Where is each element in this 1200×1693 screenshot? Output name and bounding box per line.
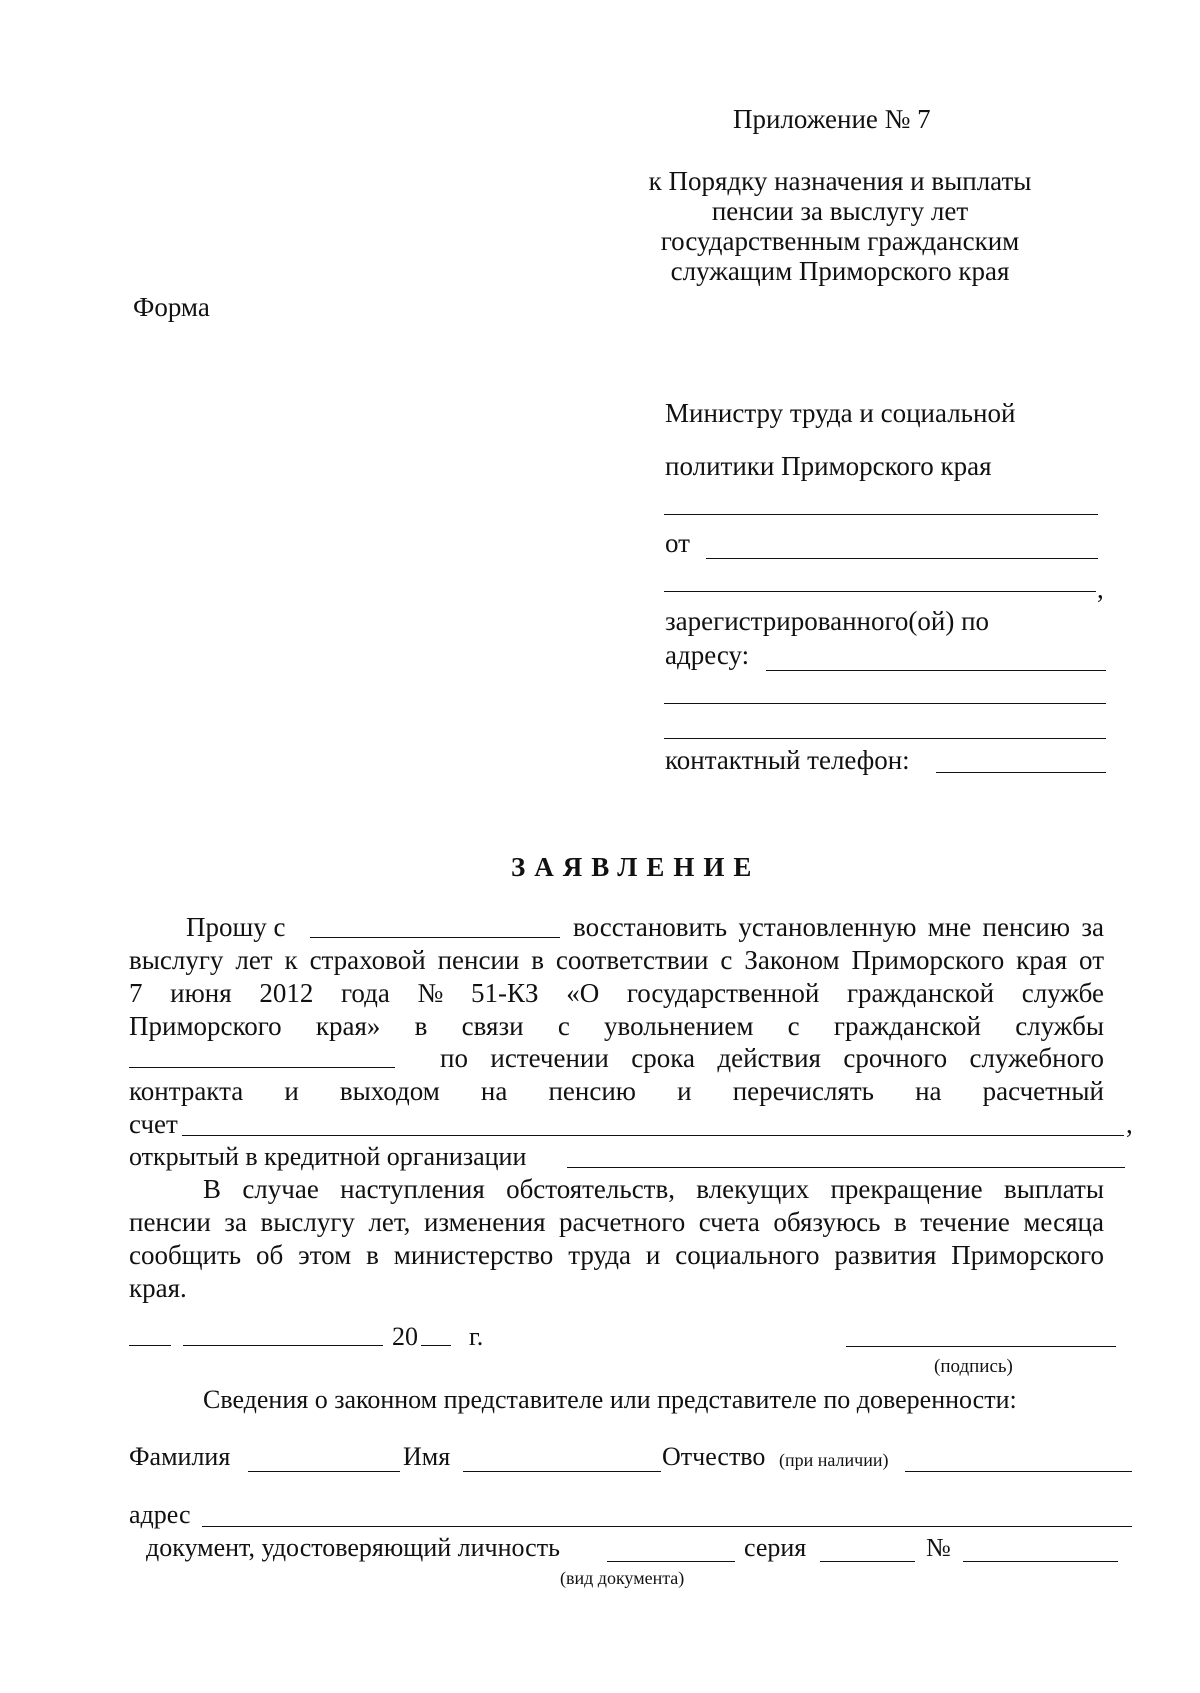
word: срочного [843, 1043, 948, 1073]
word: министерство [393, 1240, 554, 1270]
bank-label: открытый в кредитной организации [129, 1142, 527, 1171]
word: прекращение [830, 1174, 983, 1204]
account-blank[interactable] [182, 1135, 1124, 1136]
word: службы [1015, 1011, 1104, 1041]
word: края» [315, 1011, 381, 1041]
word: и [645, 1240, 661, 1270]
series-field[interactable] [820, 1561, 915, 1562]
year-prefix: 20 [392, 1322, 418, 1351]
word: течение [920, 1207, 1010, 1237]
word: пенсии [129, 1207, 211, 1237]
word: этом [298, 1240, 352, 1270]
date-year-blank[interactable] [421, 1345, 451, 1346]
word: перечислять [732, 1076, 874, 1106]
word: об [255, 1240, 284, 1270]
date-day-blank[interactable] [129, 1345, 171, 1346]
word: сообщить [129, 1240, 242, 1270]
rep-address-field[interactable] [202, 1526, 1132, 1527]
word: «О [566, 978, 600, 1008]
word: 7 [129, 978, 143, 1008]
word: в [366, 1240, 379, 1270]
word: служебного [969, 1043, 1104, 1073]
word: за [224, 1207, 247, 1237]
obligation-line-4: края. [129, 1273, 187, 1303]
registered-label: зарегистрированного(ой) по [665, 606, 990, 636]
name-label: Имя [403, 1442, 451, 1471]
word: влекущих [696, 1174, 810, 1204]
word: № [417, 978, 444, 1008]
word: с [557, 1011, 570, 1041]
request-from-label: Прошу с [186, 912, 286, 942]
addressee-line-1: Министру труда и социальной [665, 398, 1016, 428]
number-field[interactable] [963, 1561, 1118, 1562]
year-suffix: г. [469, 1322, 484, 1351]
word: 51-КЗ [470, 978, 539, 1008]
word: выплаты [1003, 1174, 1104, 1204]
request-line-2-text: выслугу лет к страховой пенсии в соответствии с Законом Приморского края от [129, 945, 1104, 975]
word: счета [698, 1207, 760, 1237]
service-date-blank[interactable] [129, 1067, 395, 1068]
header-line-4: служащим Приморского края [670, 256, 1010, 286]
word: с [787, 1011, 800, 1041]
word: изменения [423, 1207, 546, 1237]
word: обязуюсь [773, 1207, 881, 1237]
header-line-1: к Порядку назначения и выплаты [648, 166, 1032, 196]
word: 2012 [259, 978, 314, 1008]
request-line-1-tail-text: восстановить установленную мне пенсию за [573, 912, 1104, 942]
word: Приморского [129, 1011, 282, 1041]
word: выслугу [260, 1207, 355, 1237]
number-label: № [926, 1533, 951, 1562]
date-month-blank[interactable] [183, 1345, 383, 1346]
phone-label: контактный телефон: [665, 745, 910, 775]
obligation-line-1 [203, 1174, 1104, 1205]
word: гражданской [833, 1011, 981, 1041]
from-blank[interactable] [706, 558, 1098, 559]
word: и [677, 1076, 692, 1106]
header-line-3: государственным гражданским [660, 226, 1020, 256]
patronymic-field[interactable] [905, 1471, 1132, 1472]
word: связи [461, 1011, 524, 1041]
addressee-blank-1[interactable] [664, 514, 1098, 515]
document-title: ЗАЯВЛЕНИЕ [511, 852, 761, 882]
word: в [893, 1207, 907, 1237]
representative-heading: Сведения о законном представителе или представителе по доверенности: [203, 1385, 1017, 1414]
word: службе [1021, 978, 1104, 1008]
account-comma: , [1126, 1109, 1133, 1139]
word: наступления [340, 1174, 485, 1204]
patronymic-note: (при наличии) [779, 1450, 889, 1470]
series-label: серия [744, 1533, 807, 1562]
word: срока [631, 1043, 695, 1073]
word: расчетного [559, 1207, 686, 1237]
bank-blank[interactable] [567, 1167, 1125, 1168]
address-blank-3[interactable] [664, 738, 1106, 739]
word: увольнением [604, 1011, 754, 1041]
word: и [284, 1076, 299, 1106]
word: Приморского [951, 1240, 1104, 1270]
rep-address-label: адрес [129, 1500, 191, 1529]
appendix-number: Приложение № 7 [733, 104, 931, 134]
word: июня [170, 978, 232, 1008]
document-type-caption: (вид документа) [560, 1568, 685, 1588]
document-type-field[interactable] [607, 1561, 735, 1562]
from-blank-2[interactable] [664, 591, 1096, 592]
address-blank-1[interactable] [766, 670, 1106, 671]
patronymic-label: Отчество [662, 1442, 766, 1471]
word: по [440, 1043, 468, 1073]
account-label: счет [129, 1109, 178, 1139]
word: случае [242, 1174, 319, 1204]
name-field[interactable] [463, 1471, 661, 1472]
word: государственной [626, 978, 820, 1008]
word: контракта [129, 1076, 244, 1106]
request-line-2 [129, 945, 1104, 976]
word: выходом [339, 1076, 440, 1106]
obligation-line-3 [129, 1240, 1104, 1271]
request-line-1-tail [573, 912, 1104, 943]
address-label: адресу: [665, 640, 750, 670]
addressee-line-2: политики Приморского края [665, 451, 992, 481]
word: развития [834, 1240, 937, 1270]
address-blank-2[interactable] [664, 703, 1106, 704]
surname-label: Фамилия [129, 1442, 231, 1471]
word: гражданской [846, 978, 995, 1008]
word: истечении [490, 1043, 609, 1073]
word: труда [568, 1240, 631, 1270]
word: лет, [368, 1207, 411, 1237]
word: В [203, 1174, 222, 1204]
word: социального [675, 1240, 820, 1270]
id-document-label: документ, удостоверяющий личность [146, 1533, 560, 1562]
signature-caption: (подпись) [934, 1356, 1013, 1377]
form-label: Форма [133, 292, 210, 322]
surname-field[interactable] [248, 1471, 400, 1472]
request-line-4 [129, 1011, 1104, 1042]
word: года [341, 978, 390, 1008]
phone-blank[interactable] [936, 772, 1106, 773]
request-line-5 [440, 1043, 1104, 1074]
restore-date-blank[interactable] [310, 937, 560, 938]
word: действия [717, 1043, 821, 1073]
obligation-line-2 [129, 1207, 1104, 1238]
word: в [414, 1011, 428, 1041]
word: месяца [1023, 1207, 1104, 1237]
word: пенсию [548, 1076, 636, 1106]
request-line-6 [129, 1076, 1104, 1107]
word: на [480, 1076, 508, 1106]
from-comma: , [1097, 574, 1104, 604]
word: расчетный [982, 1076, 1104, 1106]
signature-blank[interactable] [846, 1346, 1116, 1347]
word: на [915, 1076, 942, 1106]
word: обстоятельств, [506, 1174, 675, 1204]
request-line-3 [129, 978, 1104, 1009]
from-label: от [665, 528, 690, 558]
header-line-2: пенсии за выслугу лет [711, 196, 969, 226]
